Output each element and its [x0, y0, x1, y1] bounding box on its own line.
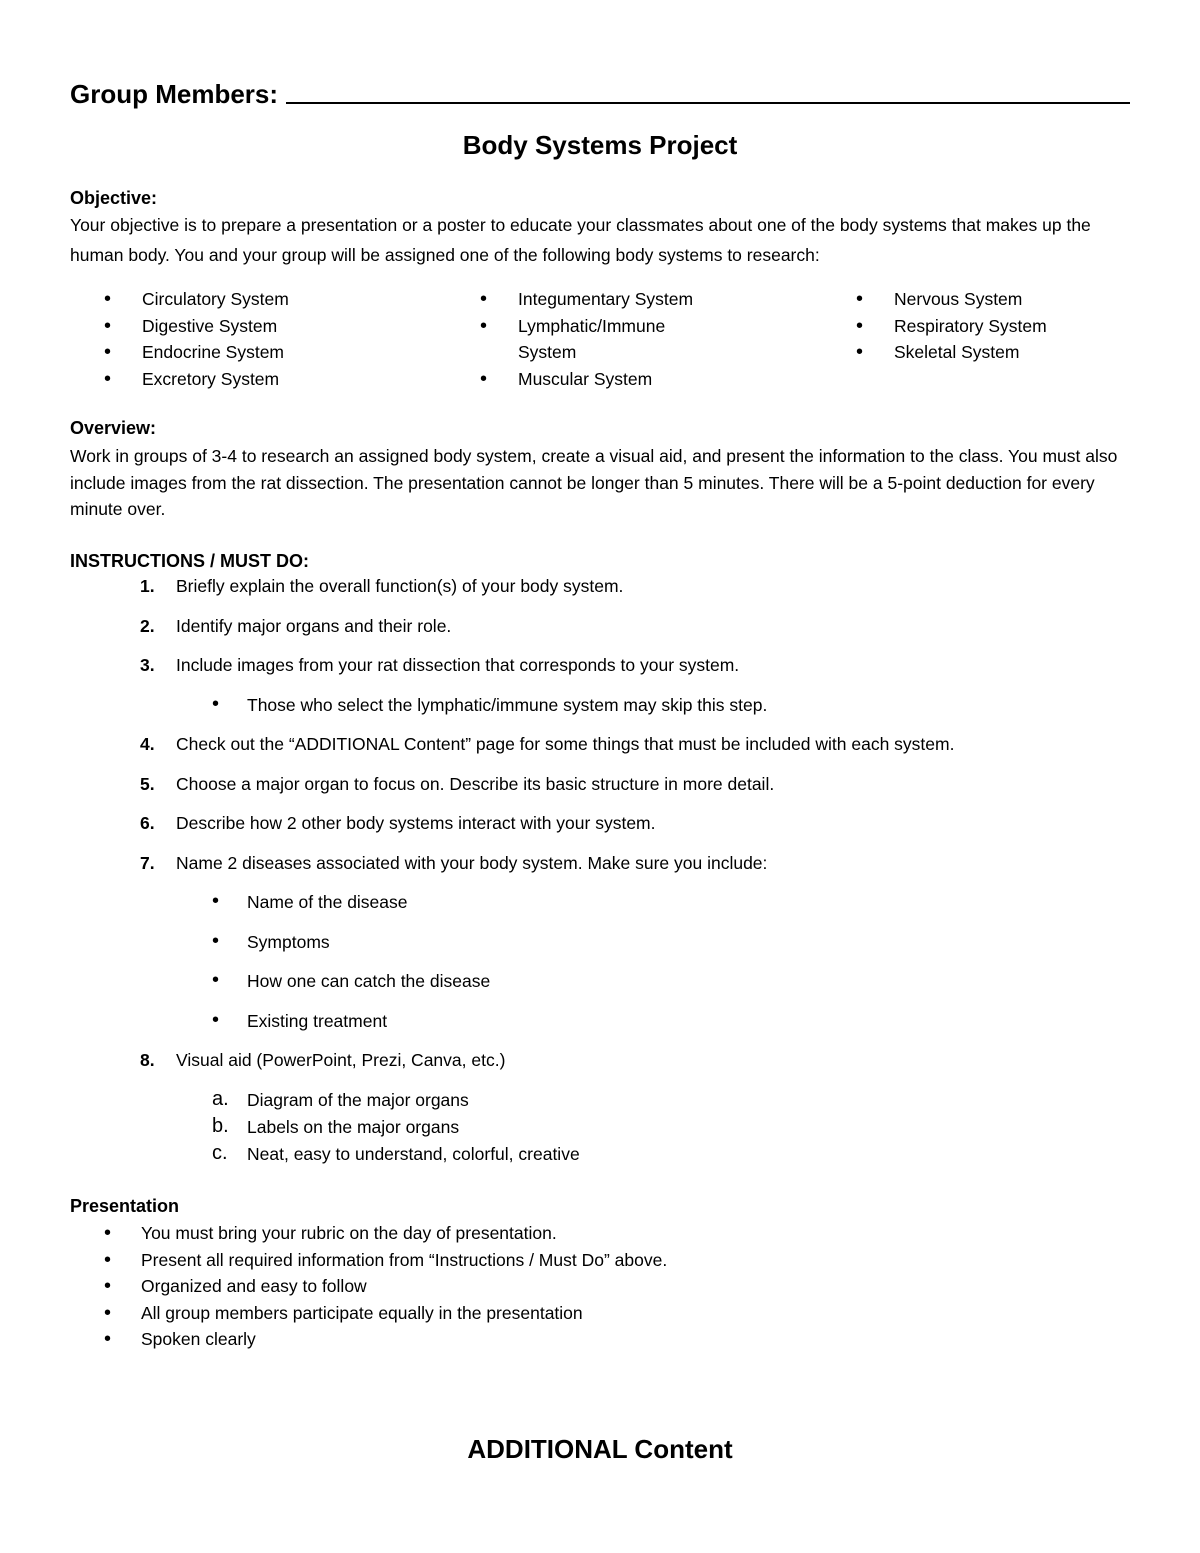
item-number: 6.: [140, 813, 155, 833]
presentation-heading: Presentation: [70, 1196, 180, 1216]
systems-column-2: [480, 286, 730, 392]
system-item: • Circulatory System: [104, 286, 289, 313]
subitem-text: How one can catch the disease: [247, 971, 491, 991]
item-number: 2.: [140, 616, 155, 636]
presentation-list: [70, 1220, 667, 1353]
system-item: • Excretory System: [104, 366, 289, 393]
subitem-text: Neat, easy to understand, colorful, creative: [247, 1144, 580, 1164]
item-text: Describe how 2 other body systems interact with your system.: [176, 813, 656, 833]
item-number: 1.: [140, 576, 155, 596]
presentation-item: • Spoken clearly: [70, 1326, 667, 1353]
item-number: 4.: [140, 734, 155, 754]
systems-column-3: [856, 286, 1047, 366]
group-members-blank[interactable]: [286, 102, 1130, 104]
item-number: 5.: [140, 774, 155, 794]
bullet-icon: •: [212, 890, 220, 912]
item-number: 3.: [140, 655, 155, 675]
presentation-item: • Present all required information from “Instructions / Must Do” above.: [70, 1247, 667, 1274]
item-text: Visual aid (PowerPoint, Prezi, Canva, etc.): [176, 1050, 506, 1070]
systems-column-1: [104, 286, 289, 392]
subitem-letter: c.: [212, 1142, 228, 1164]
page-title: Body Systems Project: [462, 130, 738, 160]
subitem-letter: a.: [212, 1088, 229, 1110]
bullet-icon: •: [212, 930, 220, 952]
item-text: Include images from your rat dissection that corresponds to your system.: [176, 655, 740, 675]
subitem-text: Symptoms: [247, 932, 330, 952]
system-item: • Endocrine System: [104, 339, 289, 366]
item-text: Check out the “ADDITIONAL Content” page for some things that must be included with each system.: [176, 734, 955, 754]
item-number: 7.: [140, 853, 155, 873]
subitem-text: Labels on the major organs: [247, 1117, 460, 1137]
group-members-label: Group Members:: [70, 79, 279, 109]
item-text: Identify major organs and their role.: [176, 616, 452, 636]
subitem-letter: b.: [212, 1115, 229, 1137]
presentation-item: • All group members participate equally in the presentation: [70, 1300, 667, 1327]
subitem-text: Name of the disease: [247, 892, 408, 912]
system-item: • Respiratory System: [856, 313, 1047, 340]
system-item: • Integumentary System: [480, 286, 730, 313]
system-item: • Nervous System: [856, 286, 1047, 313]
item-text: Choose a major organ to focus on. Describe its basic structure in more detail.: [176, 774, 775, 794]
system-item: • Muscular System: [480, 366, 730, 393]
system-item: • Skeletal System: [856, 339, 1047, 366]
objective-heading: Objective:: [70, 188, 158, 208]
subitem-text: Those who select the lymphatic/immune system may skip this step.: [247, 695, 768, 715]
overview-text: Work in groups of 3-4 to research an assigned body system, create a visual aid, and present the information to the class. You must also include images from the rat dissection. The presentation cannot be longer than 5 minutes. There will be a 5-point deduction for every minute over.: [70, 446, 1118, 519]
presentation-item: • You must bring your rubric on the day of presentation.: [70, 1220, 667, 1247]
bullet-icon: •: [212, 969, 220, 991]
overview-heading: Overview:: [70, 418, 157, 438]
additional-content-heading: ADDITIONAL Content: [467, 1434, 733, 1464]
system-item: • Lymphatic/Immune System: [480, 313, 698, 366]
item-number: 8.: [140, 1050, 155, 1070]
bullet-icon: •: [212, 1009, 220, 1031]
group-members-line: [70, 74, 1130, 110]
objective-text: Your objective is to prepare a presentation or a poster to educate your classmates about one of the body systems that makes up the human body. You and your group will be assigned one of the following body systems to research:: [70, 215, 1091, 265]
system-item: • Digestive System: [104, 313, 289, 340]
instructions-heading: INSTRUCTIONS / MUST DO:: [70, 551, 309, 571]
item-text: Briefly explain the overall function(s) of your body system.: [176, 576, 624, 596]
item-text: Name 2 diseases associated with your body system. Make sure you include:: [176, 853, 768, 873]
subitem-text: Diagram of the major organs: [247, 1090, 469, 1110]
subitem-text: Existing treatment: [247, 1011, 388, 1031]
presentation-item: • Organized and easy to follow: [70, 1273, 667, 1300]
bullet-icon: •: [212, 693, 220, 715]
